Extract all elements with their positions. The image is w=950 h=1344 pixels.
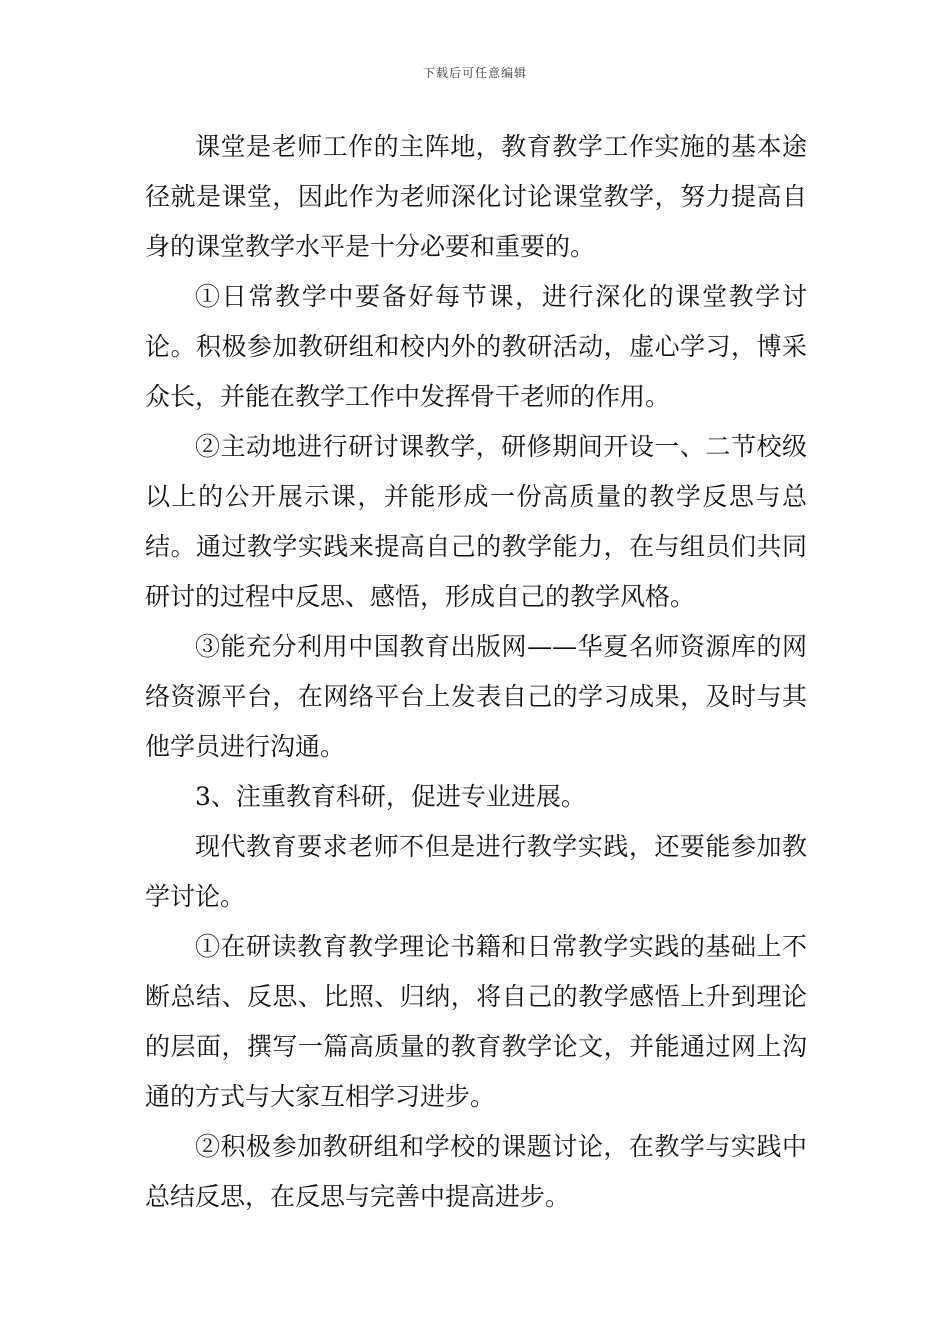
paragraph: ①日常教学中要备好每节课，进行深化的课堂教学讨论。积极参加教研组和校内外的教研活动，虚心学习，博采众长，并能在教学工作中发挥骨干老师的作用。 xyxy=(145,282,807,411)
paragraph: 课堂是老师工作的主阵地，教育教学工作实施的基本途径就是课堂，因此作为老师深化讨论课堂教学，努力提高自身的课堂教学水平是十分必要和重要的。 xyxy=(145,132,807,261)
paragraph: ①在研读教育教学理论书籍和日常教学实践的基础上不断总结、反思、比照、归纳，将自己的教学感悟上升到理论的层面，撰写一篇高质量的教育教学论文，并能通过网上沟通的方式与大家互相学习进步。 xyxy=(145,932,807,1111)
paragraph: 现代教育要求老师不但是进行教学实践，还要能参加教学讨论。 xyxy=(145,832,807,911)
page-header: 下载后可任意编辑 xyxy=(422,66,527,80)
paragraph: ③能充分利用中国教育出版网——华夏名师资源库的网络资源平台，在网络平台上发表自己的学习成果，及时与其他学员进行沟通。 xyxy=(145,632,807,761)
paragraph: ②积极参加教研组和学校的课题讨论，在教学与实践中总结反思，在反思与完善中提高进步。 xyxy=(145,1132,807,1211)
section-heading: 3、注重教育科研，促进专业进展。 xyxy=(195,782,586,811)
paragraph: ②主动地进行研讨课教学，研修期间开设一、二节校级以上的公开展示课，并能形成一份高质量的教学反思与总结。通过教学实践来提高自己的教学能力，在与组员们共同研讨的过程中反思、感悟，形成自己的教学风格。 xyxy=(145,432,807,611)
document-body xyxy=(145,122,807,1222)
